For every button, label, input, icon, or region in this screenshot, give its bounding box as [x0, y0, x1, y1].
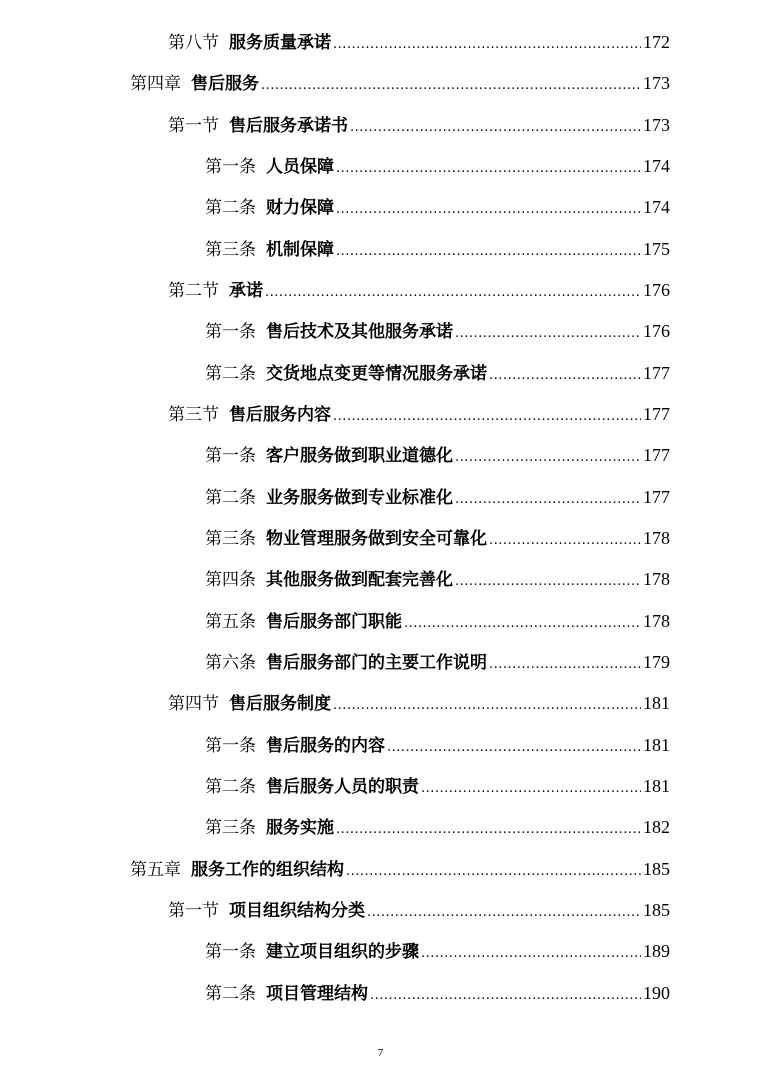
toc-dot-leader [265, 282, 641, 304]
toc-entry[interactable] [205, 651, 670, 673]
toc-dot-leader [370, 985, 641, 1007]
toc-entry-number: 第二条 [205, 984, 256, 1004]
toc-entry[interactable] [205, 940, 670, 962]
toc-entry-page: 173 [643, 73, 670, 93]
toc-dot-leader [404, 613, 641, 635]
toc-dot-leader [346, 861, 641, 883]
toc-entry[interactable] [205, 568, 670, 590]
toc-entry-number: 第六条 [205, 653, 256, 673]
toc-entry-title: 承诺 [229, 281, 263, 301]
toc-entry-page: 181 [643, 735, 670, 755]
toc-entry-number: 第三条 [205, 240, 256, 260]
toc-entry-number: 第三条 [205, 529, 256, 549]
toc-dot-leader [336, 158, 641, 180]
toc-entry[interactable] [205, 775, 670, 797]
toc-entry[interactable] [205, 155, 670, 177]
toc-entry[interactable] [168, 899, 670, 921]
toc-entry-number: 第一节 [168, 901, 219, 921]
toc-entry-title: 其他服务做到配套完善化 [266, 570, 453, 590]
toc-entry-number: 第一节 [168, 116, 219, 136]
toc-entry-title: 机制保障 [266, 240, 334, 260]
toc-dot-leader [367, 902, 641, 924]
toc-entry-title: 项目管理结构 [266, 984, 368, 1004]
toc-entry-title: 售后服务内容 [229, 405, 331, 425]
toc-entry-title: 建立项目组织的步骤 [266, 942, 419, 962]
toc-entry[interactable] [205, 444, 670, 466]
toc-dot-leader [336, 819, 641, 841]
toc-entry-page: 177 [643, 487, 670, 507]
toc-entry-number: 第二条 [205, 364, 256, 384]
toc-entry-number: 第一条 [205, 942, 256, 962]
toc-dot-leader [421, 778, 641, 800]
toc-entry-page: 178 [643, 528, 670, 548]
toc-entry-title: 售后服务制度 [229, 694, 331, 714]
toc-entry[interactable] [205, 527, 670, 549]
page-number: 7 [377, 1047, 384, 1059]
toc-entry-number: 第四节 [168, 694, 219, 714]
toc-entry-page: 175 [643, 239, 670, 259]
toc-entry-number: 第三节 [168, 405, 219, 425]
toc-dot-leader [489, 365, 641, 387]
toc-dot-leader [455, 447, 641, 469]
toc-dot-leader [421, 943, 641, 965]
toc-entry-page: 182 [643, 817, 670, 837]
toc-dot-leader [336, 241, 641, 263]
toc-entry-title: 业务服务做到专业标准化 [266, 488, 453, 508]
toc-entry-title: 交货地点变更等情况服务承诺 [266, 364, 487, 384]
toc-entry-title: 售后服务 [191, 74, 259, 94]
toc-entry-title: 售后服务部门职能 [266, 612, 402, 632]
toc-entry[interactable] [168, 692, 670, 714]
toc-entry-page: 185 [643, 859, 670, 879]
toc-entry[interactable] [168, 403, 670, 425]
toc-entry-number: 第三条 [205, 818, 256, 838]
toc-entry-number: 第五条 [205, 612, 256, 632]
toc-entry-title: 服务实施 [266, 818, 334, 838]
toc-entry-page: 172 [643, 32, 670, 52]
toc-entry[interactable] [205, 486, 670, 508]
toc-entry[interactable] [205, 238, 670, 260]
toc-entry-title: 售后服务的内容 [266, 736, 385, 756]
toc-entry[interactable] [168, 279, 670, 301]
toc-entry-page: 181 [643, 776, 670, 796]
toc-entry-title: 服务工作的组织结构 [191, 860, 344, 880]
toc-entry-page: 177 [643, 404, 670, 424]
toc-dot-leader [333, 695, 641, 717]
toc-entry-page: 176 [643, 280, 670, 300]
toc-entry-title: 客户服务做到职业道德化 [266, 446, 453, 466]
toc-entry-title: 人员保障 [266, 157, 334, 177]
toc-entry-number: 第二条 [205, 488, 256, 508]
toc-entry[interactable] [168, 114, 670, 136]
toc-entry-number: 第一条 [205, 322, 256, 342]
toc-entry-number: 第四条 [205, 570, 256, 590]
toc-entry[interactable] [205, 196, 670, 218]
toc-dot-leader [333, 406, 641, 428]
toc-entry-title: 物业管理服务做到安全可靠化 [266, 529, 487, 549]
toc-entry[interactable] [205, 982, 670, 1004]
toc-dot-leader [455, 323, 641, 345]
toc-entry-number: 第一条 [205, 736, 256, 756]
toc-dot-leader [455, 489, 641, 511]
toc-entry-title: 售后服务部门的主要工作说明 [266, 653, 487, 673]
toc-entry[interactable] [130, 72, 670, 94]
toc-entry-page: 185 [643, 900, 670, 920]
toc-entry[interactable] [168, 31, 670, 53]
toc-entry-number: 第二节 [168, 281, 219, 301]
toc-entry-page: 174 [643, 156, 670, 176]
toc-entry-number: 第四章 [130, 74, 181, 94]
toc-entry-page: 173 [643, 115, 670, 135]
toc-entry[interactable] [205, 734, 670, 756]
toc-entry-title: 售后服务承诺书 [229, 116, 348, 136]
toc-dot-leader [387, 737, 641, 759]
toc-entry[interactable] [205, 362, 670, 384]
toc-entry[interactable] [130, 858, 670, 880]
toc-entry-page: 176 [643, 321, 670, 341]
toc-entry[interactable] [205, 816, 670, 838]
toc-entry-number: 第八节 [168, 33, 219, 53]
toc-entry-title: 服务质量承诺 [229, 33, 331, 53]
toc-dot-leader [336, 199, 641, 221]
toc-entry-title: 售后技术及其他服务承诺 [266, 322, 453, 342]
toc-entry-number: 第一条 [205, 157, 256, 177]
toc-entry-page: 174 [643, 197, 670, 217]
toc-entry-page: 179 [643, 652, 670, 672]
toc-entry-title: 项目组织结构分类 [229, 901, 365, 921]
toc-dot-leader [489, 530, 641, 552]
toc-entry-page: 189 [643, 941, 670, 961]
toc-entry-number: 第二条 [205, 198, 256, 218]
toc-entry-page: 190 [643, 983, 670, 1003]
toc-entry-number: 第五章 [130, 860, 181, 880]
toc-entry[interactable] [205, 320, 670, 342]
toc-entry-number: 第一条 [205, 446, 256, 466]
toc-entry-page: 177 [643, 363, 670, 383]
toc-entry-page: 178 [643, 611, 670, 631]
toc-dot-leader [333, 34, 641, 56]
toc-entry-title: 售后服务人员的职责 [266, 777, 419, 797]
toc-dot-leader [455, 571, 641, 593]
toc-entry-title: 财力保障 [266, 198, 334, 218]
toc-dot-leader [350, 117, 641, 139]
toc-entry-page: 177 [643, 445, 670, 465]
toc-dot-leader [489, 654, 641, 676]
toc-entry-page: 178 [643, 569, 670, 589]
toc-dot-leader [261, 75, 641, 97]
toc-entry-page: 181 [643, 693, 670, 713]
toc-entry-number: 第二条 [205, 777, 256, 797]
toc-entry[interactable] [205, 610, 670, 632]
